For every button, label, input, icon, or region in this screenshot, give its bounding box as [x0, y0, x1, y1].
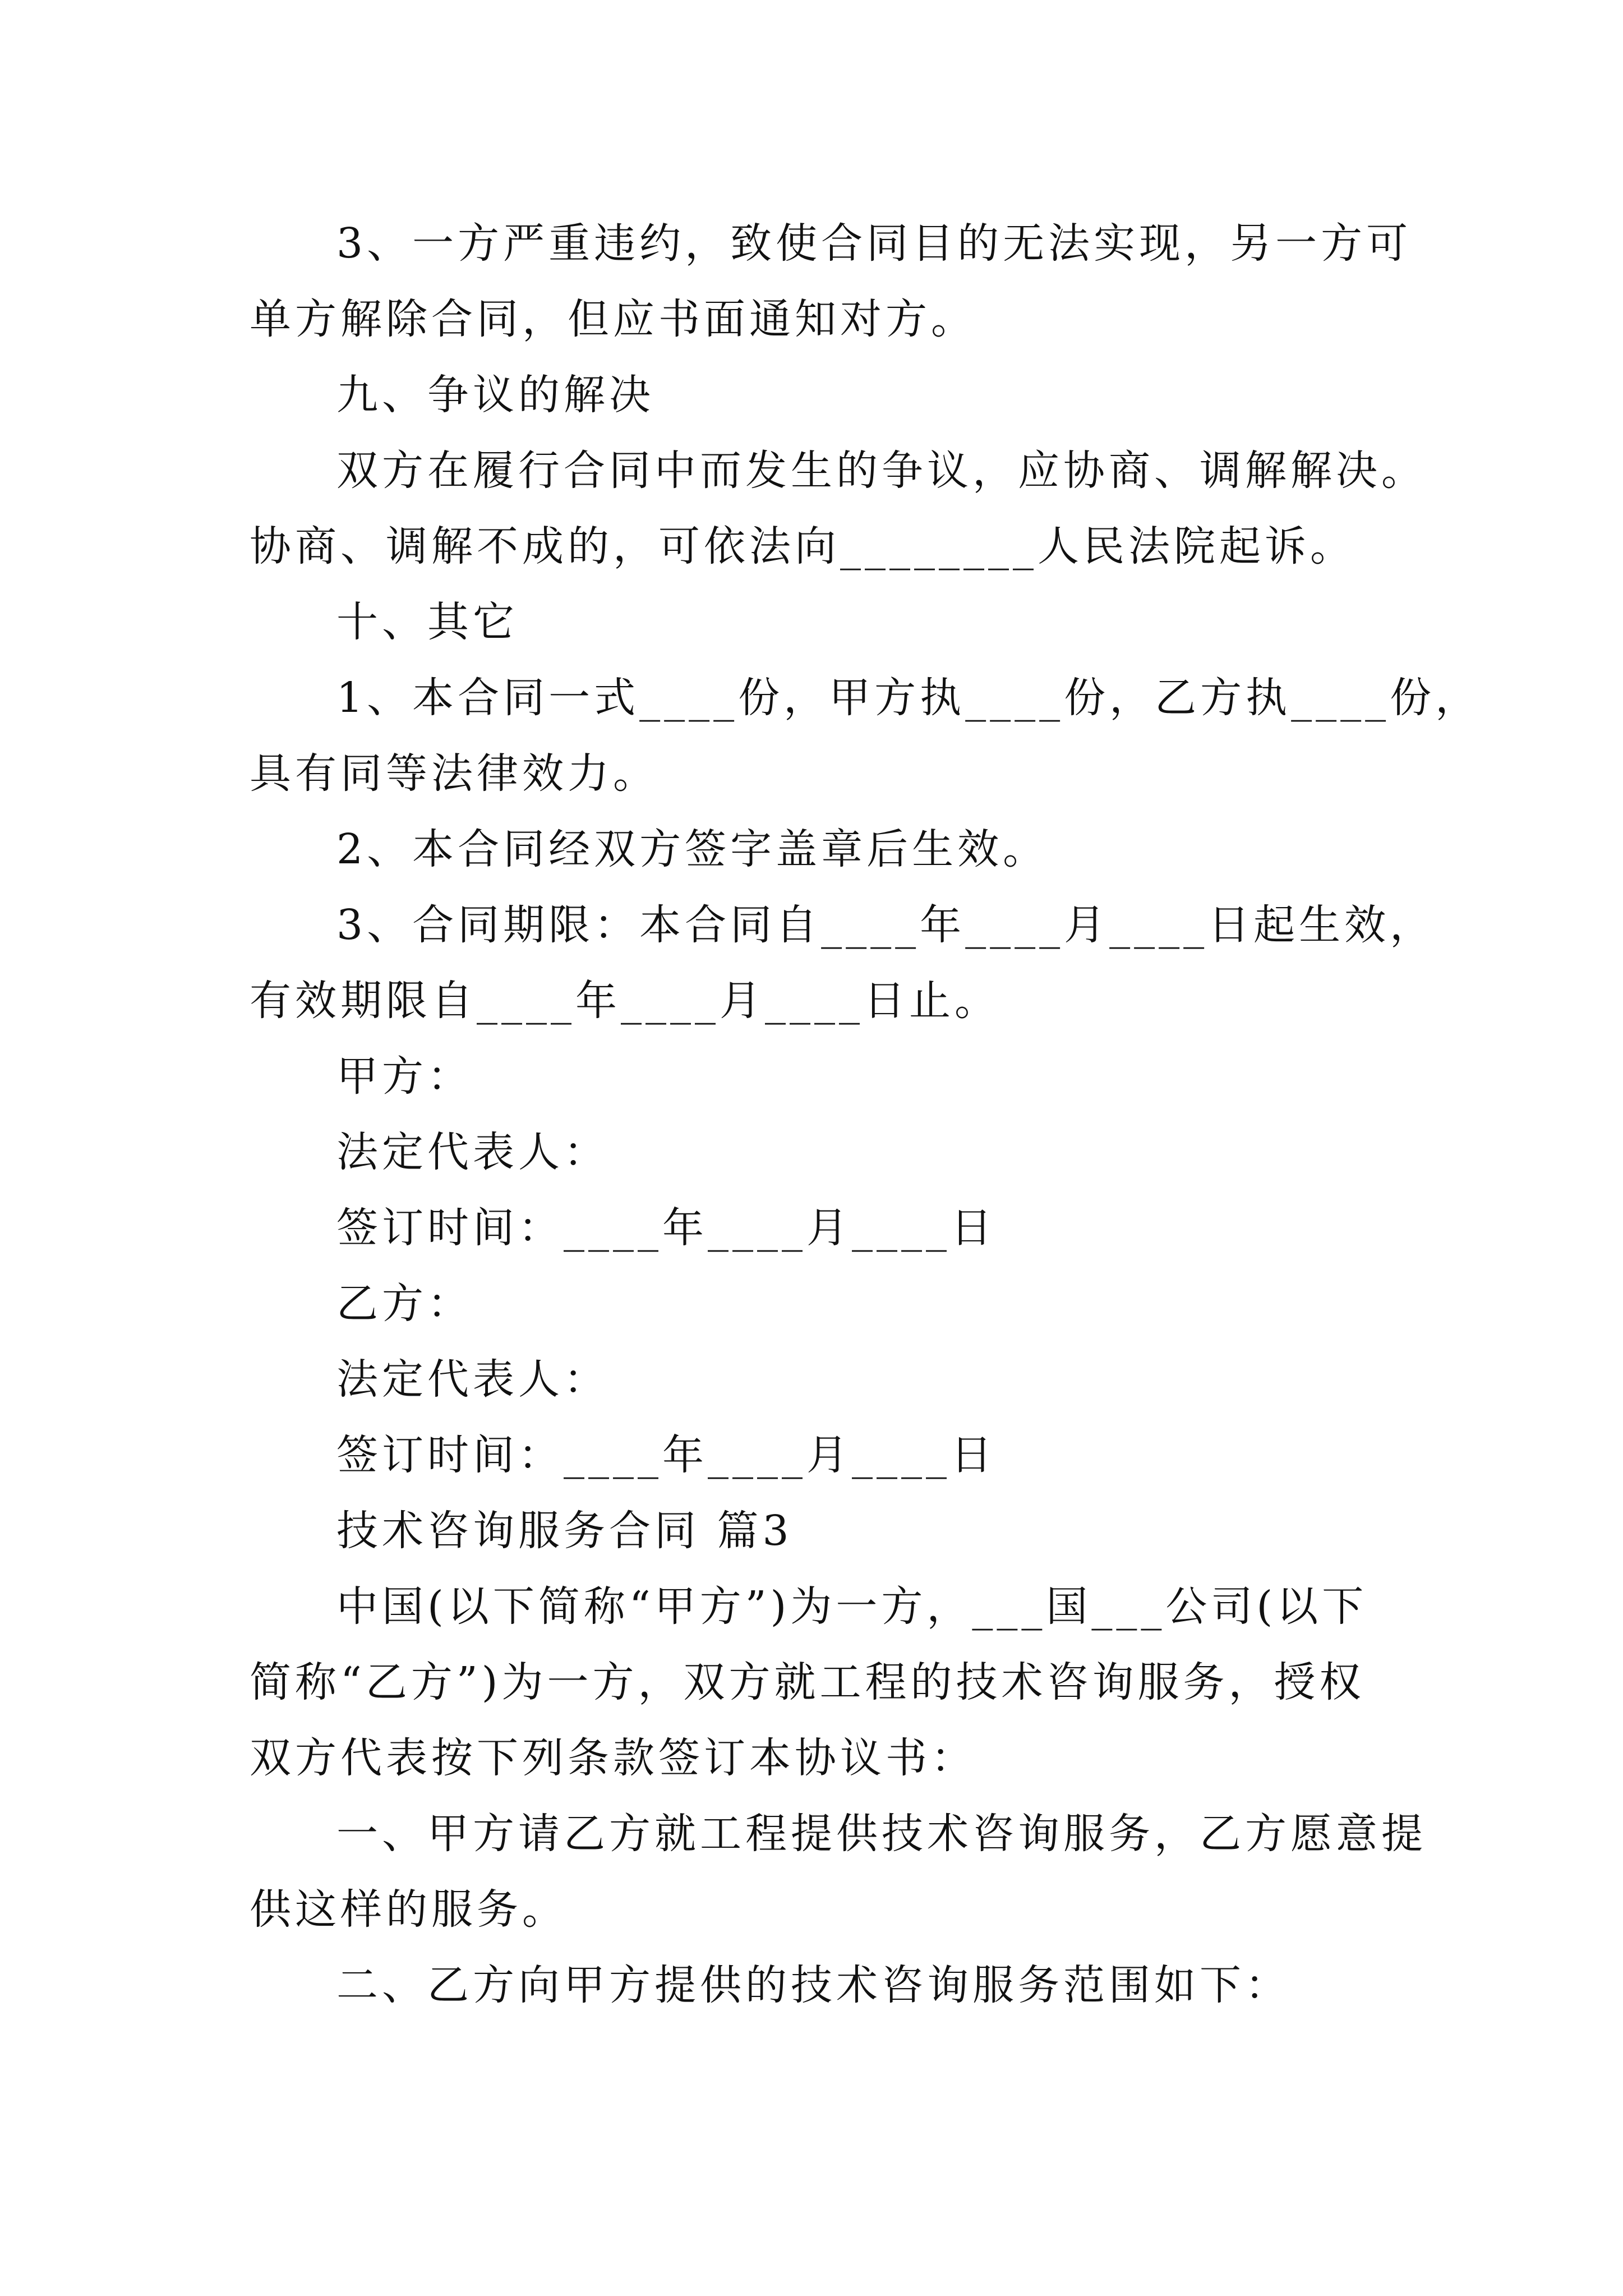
clause-10-2: 2、本合同经双方签字盖章后生效。: [336, 825, 1049, 873]
party-b-sign-date: 签订时间：____年____月____日: [336, 1431, 996, 1479]
section-9-heading: 九、争议的解决: [336, 371, 654, 419]
party-a-sign-date: 签订时间：____年____月____日: [336, 1204, 996, 1252]
section-9-text-line-1: 双方在履行合同中而发生的争议，应协商、调解解决。: [336, 447, 1427, 495]
clause-10-3-line-1: 3、合同期限：本合同自____年____月____日起生效，: [336, 901, 1436, 949]
clause-8-3-line-2: 单方解除合同，但应书面通知对方。: [250, 295, 976, 343]
party-a-representative: 法定代表人：: [336, 1128, 609, 1176]
party-b-label: 乙方：: [336, 1280, 473, 1328]
party-b-representative: 法定代表人：: [336, 1355, 609, 1404]
contract-3-intro-line-1: 中国(以下简称“甲方”)为一方，___国___公司(以下: [336, 1582, 1368, 1631]
contract-3-clause-2: 二、乙方向甲方提供的技术咨询服务范围如下：: [336, 1961, 1290, 2009]
clause-8-3-line-1: 3、一方严重违约，致使合同目的无法实现，另一方可: [336, 219, 1412, 268]
contract-3-clause-1-line-1: 一、甲方请乙方就工程提供技术咨询服务，乙方愿意提: [336, 1810, 1427, 1858]
clause-10-1-line-1: 1、本合同一式____份，甲方执____份，乙方执____份，: [336, 674, 1481, 722]
party-a-label: 甲方：: [336, 1052, 473, 1101]
contract-3-intro-line-2: 简称“乙方”)为一方，双方就工程的技术咨询服务，授权: [250, 1658, 1365, 1706]
clause-10-1-line-2: 具有同等法律效力。: [250, 749, 658, 798]
contract-3-intro-line-3: 双方代表按下列条款签订本协议书：: [250, 1734, 976, 1782]
contract-3-clause-1-line-2: 供这样的服务。: [250, 1885, 568, 1934]
contract-3-title: 技术咨询服务合同 篇3: [336, 1507, 793, 1555]
section-10-heading: 十、其它: [336, 598, 518, 646]
section-9-text-line-2: 协商、调解不成的，可依法向________人民法院起诉。: [250, 522, 1355, 570]
clause-10-3-line-2: 有效期限自____年____月____日止。: [250, 977, 1000, 1025]
